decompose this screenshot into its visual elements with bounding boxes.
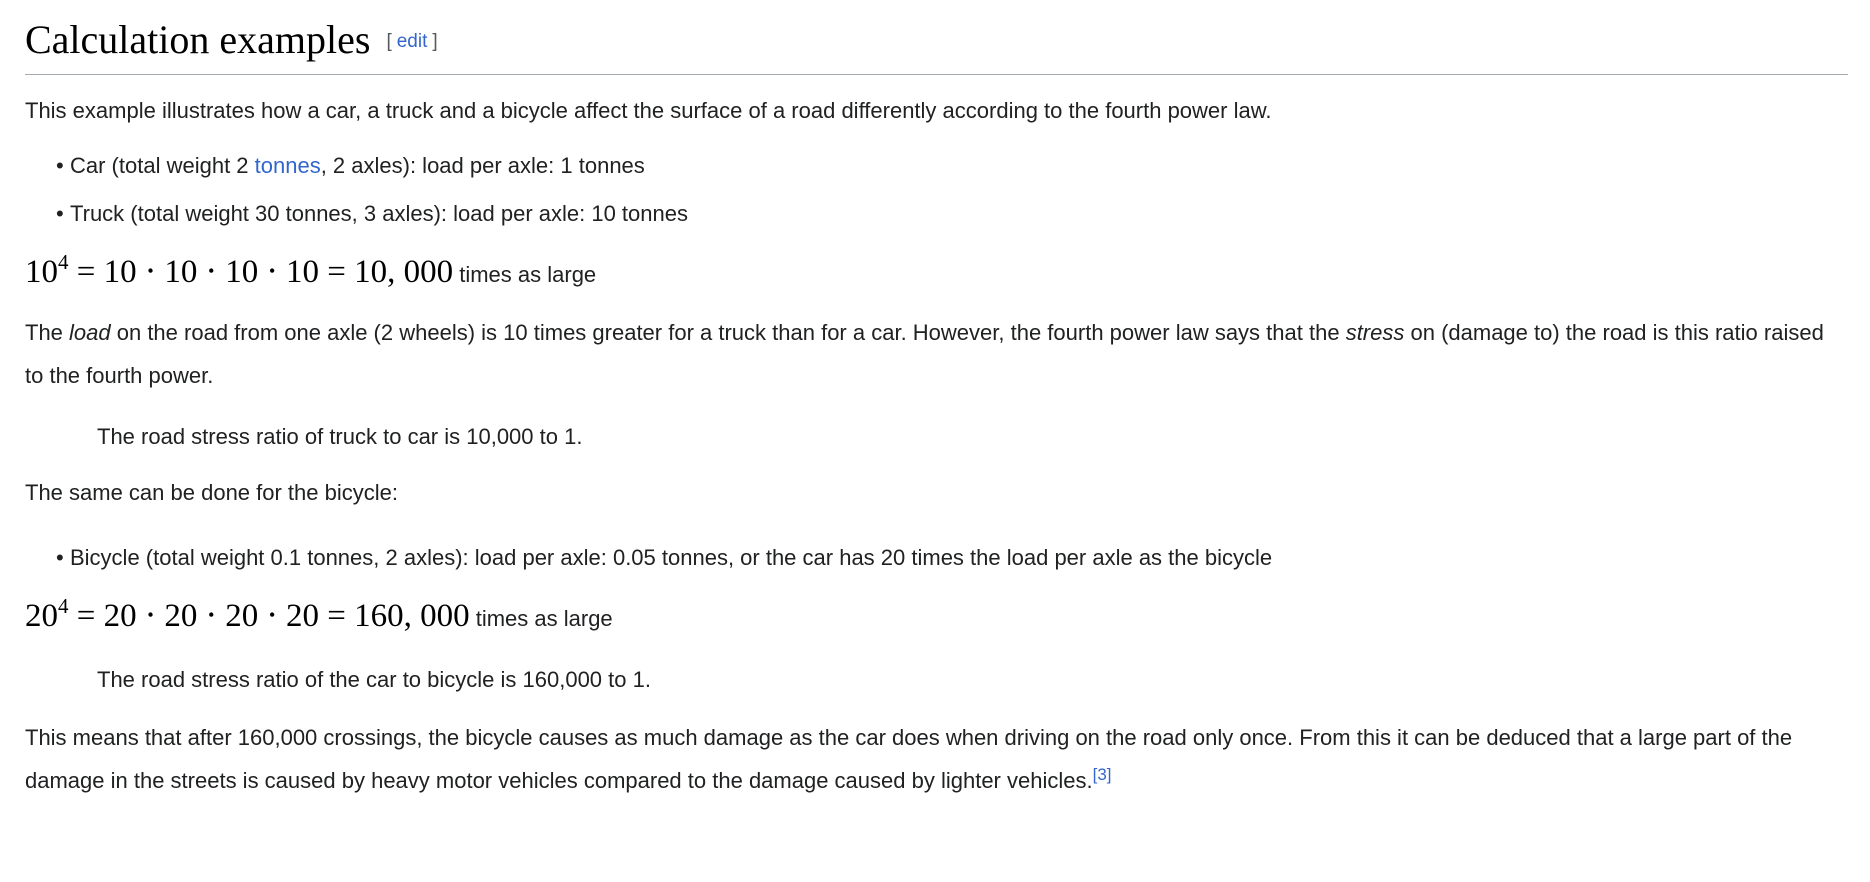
- math-exponent: 4: [58, 250, 69, 274]
- math-base: 20: [25, 598, 58, 634]
- car-item-text-pre: Car (total weight 2: [70, 153, 255, 178]
- math-exponent: 4: [58, 594, 69, 618]
- stress-italic: stress: [1345, 320, 1405, 345]
- bicycle-intro-paragraph: The same can be done for the bicycle:: [25, 480, 398, 505]
- math-expression-truck: [25, 250, 454, 290]
- bicycle-list: [25, 536, 1848, 579]
- math-expansion: = 10 ⋅ 10 ⋅ 10 ⋅ 10 = 10, 000: [68, 254, 454, 290]
- load-text-3: on (damage to) the road is this ratio raised to the fourth power.: [25, 320, 1824, 388]
- list-item-truck: • Truck (total weight 30 tonnes, 3 axles): load per axle: 10 tonnes: [56, 192, 1848, 235]
- load-text-2: on the road from one axle (2 wheels) is 10 times greater for a truck than for a car. However, the fourth power law says that the: [110, 320, 1346, 345]
- load-paragraph: [25, 311, 1848, 397]
- edit-link[interactable]: edit: [396, 31, 428, 52]
- list-item-bicycle: • Bicycle (total weight 0.1 tonnes, 2 axles): load per axle: 0.05 tonnes, or the car has 20 times the load per axle as the bicycle: [56, 536, 1848, 579]
- section-heading: [25, 14, 1848, 75]
- reference-link[interactable]: [3]: [1092, 764, 1112, 784]
- formula-suffix: times as large: [469, 606, 613, 631]
- formula-suffix: times as large: [453, 262, 597, 287]
- formula-bicycle: [25, 593, 1848, 642]
- edit-open-bracket: [: [386, 31, 392, 52]
- list-item-car: [56, 144, 1848, 187]
- edit-close-bracket: ]: [432, 31, 438, 52]
- bicycle-ratio-quote: The road stress ratio of the car to bicycle is 160,000 to 1.: [97, 667, 651, 692]
- edit-section: [386, 31, 437, 52]
- truck-ratio-quote: The road stress ratio of truck to car is 10,000 to 1.: [97, 424, 583, 449]
- formula-truck: [25, 249, 1848, 298]
- conclusion-paragraph: [25, 716, 1848, 802]
- math-expression-bicycle: [25, 594, 470, 634]
- car-item-text-post: , 2 axles): load per axle: 1 tonnes: [320, 153, 645, 178]
- conclusion-text: This means that after 160,000 crossings, the bicycle causes as much damage as the car does when driving on the road only once. From this it can be deduced that a large part of the damage in the streets is caused by heavy motor vehicles compared to the damage caused by lighter vehicles.: [25, 725, 1793, 793]
- truck-ratio-block: [25, 415, 1848, 458]
- intro-paragraph: This example illustrates how a car, a truck and a bicycle affect the surface of a road differently according to the fourth power law.: [25, 98, 1272, 123]
- tonnes-link[interactable]: tonnes: [254, 153, 321, 178]
- load-italic: load: [69, 320, 111, 345]
- load-text-1: The: [25, 320, 70, 345]
- math-expansion: = 20 ⋅ 20 ⋅ 20 ⋅ 20 = 160, 000: [68, 598, 470, 634]
- section-title: Calculation examples: [25, 17, 371, 62]
- vehicle-list: [25, 144, 1848, 235]
- math-base: 10: [25, 254, 58, 290]
- bicycle-ratio-block: [25, 658, 1848, 701]
- reference-superscript: [1093, 763, 1112, 784]
